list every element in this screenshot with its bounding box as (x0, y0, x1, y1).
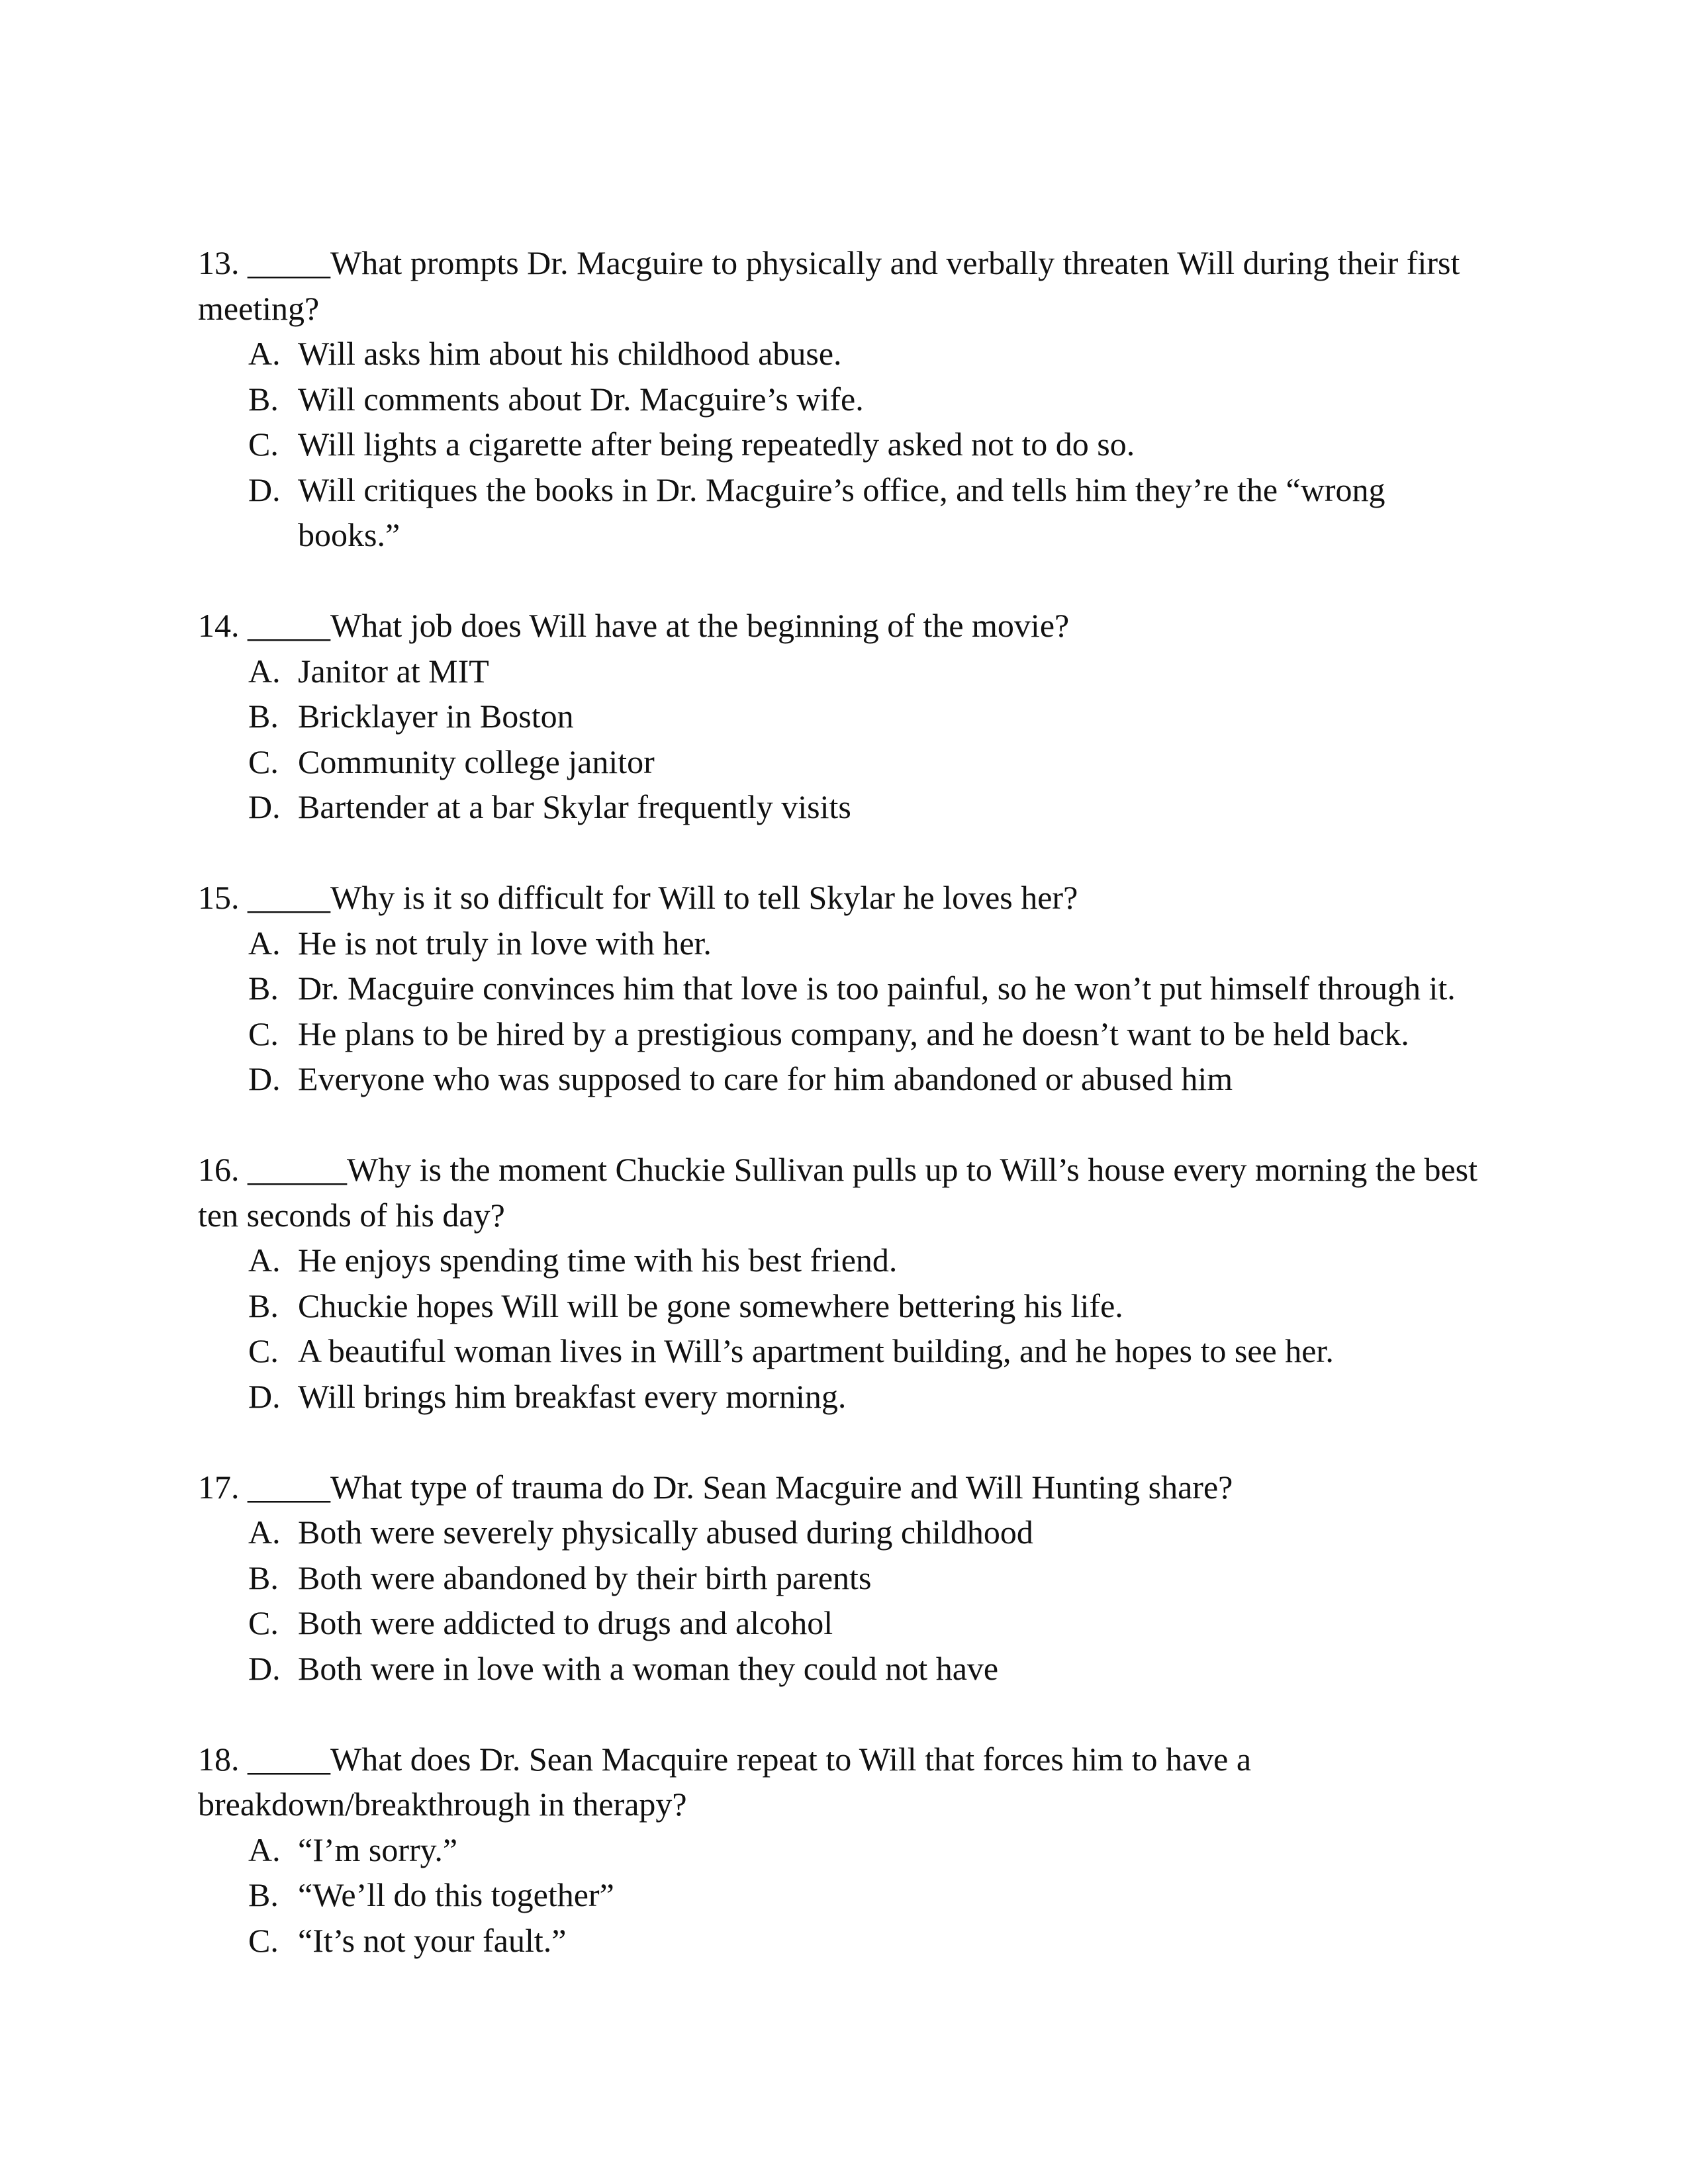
option-text: Everyone who was supposed to care for him abandoned or abused him (298, 1060, 1233, 1097)
question-stem (198, 1147, 1495, 1238)
answer-options (198, 649, 1495, 830)
answer-option (248, 1374, 1495, 1420)
question-number: 15. (198, 879, 240, 916)
answer-option (248, 1872, 1495, 1918)
question-13 (198, 240, 1495, 558)
question-list (198, 240, 1495, 2009)
answer-option (248, 377, 1495, 422)
question-15 (198, 875, 1495, 1102)
answer-options (198, 921, 1495, 1102)
option-letter: B. (248, 380, 279, 418)
answer-options (198, 1510, 1495, 1691)
question-16 (198, 1147, 1495, 1419)
option-text: Both were addicted to drugs and alcohol (298, 1604, 833, 1641)
answer-blank: _____ (248, 1468, 330, 1506)
answer-option (248, 1238, 1495, 1283)
option-text: He enjoys spending time with his best friend. (298, 1242, 898, 1279)
option-text: He plans to be hired by a prestigious company, and he doesn’t want to be held back. (298, 1015, 1409, 1052)
option-letter: A. (248, 1514, 281, 1551)
option-letter: D. (248, 471, 281, 508)
answer-option (248, 966, 1495, 1011)
option-letter: D. (248, 1649, 281, 1687)
question-number: 18. (198, 1740, 240, 1778)
option-letter: C. (248, 1604, 279, 1641)
question-14 (198, 603, 1495, 830)
option-letter: D. (248, 1060, 281, 1097)
answer-option (248, 1827, 1495, 1873)
option-letter: D. (248, 1377, 281, 1415)
answer-option (248, 467, 1495, 558)
option-letter: C. (248, 1015, 279, 1052)
option-letter: B. (248, 970, 279, 1007)
question-stem (198, 1737, 1495, 1827)
answer-option (248, 1283, 1495, 1329)
question-stem (198, 603, 1495, 649)
answer-option (248, 784, 1495, 830)
question-18 (198, 1737, 1495, 1964)
answer-blank: _____ (248, 879, 330, 916)
option-letter: B. (248, 1876, 279, 1913)
question-stem (198, 875, 1495, 921)
option-text: Will brings him breakfast every morning. (298, 1377, 847, 1415)
answer-option (248, 422, 1495, 467)
question-17 (198, 1465, 1495, 1692)
option-letter: A. (248, 652, 281, 690)
option-text: Will comments about Dr. Macguire’s wife. (298, 380, 864, 418)
answer-option (248, 649, 1495, 694)
option-text: Bricklayer in Boston (298, 698, 574, 735)
option-letter: D. (248, 788, 281, 825)
option-text: Community college janitor (298, 743, 655, 780)
answer-option (248, 1646, 1495, 1692)
answer-blank: _____ (248, 1740, 330, 1778)
answer-option (248, 1600, 1495, 1646)
option-text: “We’ll do this together” (298, 1876, 614, 1913)
question-stem (198, 240, 1495, 331)
option-text: Chuckie hopes Will will be gone somewhere bettering his life. (298, 1287, 1123, 1324)
option-letter: C. (248, 1921, 279, 1959)
answer-blank: _____ (248, 244, 330, 281)
answer-option (248, 1328, 1495, 1374)
option-letter: B. (248, 698, 279, 735)
option-letter: A. (248, 1831, 281, 1868)
option-text: Bartender at a bar Skylar frequently visits (298, 788, 851, 825)
option-text: A beautiful woman lives in Will’s apartment building, and he hopes to see her. (298, 1332, 1334, 1369)
option-letter: C. (248, 426, 279, 463)
question-number: 14. (198, 607, 240, 644)
option-text: “I’m sorry.” (298, 1831, 458, 1868)
option-text: Both were abandoned by their birth parents (298, 1559, 872, 1596)
option-letter: C. (248, 1332, 279, 1369)
answer-option (248, 739, 1495, 785)
option-text: Will asks him about his childhood abuse. (298, 335, 842, 372)
answer-option (248, 1918, 1495, 1964)
question-text: Why is the moment Chuckie Sullivan pulls up to Will’s house every morning the best ten seconds of his day? (198, 1151, 1477, 1234)
answer-blank: _____ (248, 607, 330, 644)
answer-options (198, 1238, 1495, 1419)
answer-options (198, 331, 1495, 558)
question-text: What prompts Dr. Macguire to physically and verbally threaten Will during their first meeting? (198, 244, 1460, 327)
question-stem (198, 1465, 1495, 1510)
option-letter: B. (248, 1287, 279, 1324)
option-text: Will critiques the books in Dr. Macguire’s office, and tells him they’re the “wrong books.” (298, 471, 1385, 553)
option-text: Will lights a cigarette after being repeatedly asked not to do so. (298, 426, 1135, 463)
answer-blank: ______ (248, 1151, 347, 1188)
option-text: Janitor at MIT (298, 652, 489, 690)
answer-option (248, 331, 1495, 377)
question-number: 17. (198, 1468, 240, 1506)
option-text: “It’s not your fault.” (298, 1921, 567, 1959)
answer-option (248, 1555, 1495, 1601)
option-text: Both were in love with a woman they could not have (298, 1649, 999, 1687)
option-text: He is not truly in love with her. (298, 924, 712, 962)
answer-option (248, 921, 1495, 966)
question-number: 13. (198, 244, 240, 281)
answer-option (248, 1011, 1495, 1057)
answer-option (248, 1510, 1495, 1555)
option-text: Dr. Macguire convinces him that love is too painful, so he won’t put himself through it. (298, 970, 1456, 1007)
answer-option (248, 694, 1495, 739)
option-letter: B. (248, 1559, 279, 1596)
answer-options (198, 1827, 1495, 1964)
option-letter: A. (248, 335, 281, 372)
answer-option (248, 1056, 1495, 1102)
question-text: What does Dr. Sean Macquire repeat to Will that forces him to have a breakdown/breakthrough in therapy? (198, 1740, 1252, 1823)
question-text: What type of trauma do Dr. Sean Macguire and Will Hunting share? (330, 1468, 1233, 1506)
question-text: What job does Will have at the beginning of the movie? (330, 607, 1070, 644)
option-letter: A. (248, 1242, 281, 1279)
option-letter: C. (248, 743, 279, 780)
question-number: 16. (198, 1151, 240, 1188)
option-letter: A. (248, 924, 281, 962)
option-text: Both were severely physically abused during childhood (298, 1514, 1033, 1551)
question-text: Why is it so difficult for Will to tell Skylar he loves her? (330, 879, 1078, 916)
